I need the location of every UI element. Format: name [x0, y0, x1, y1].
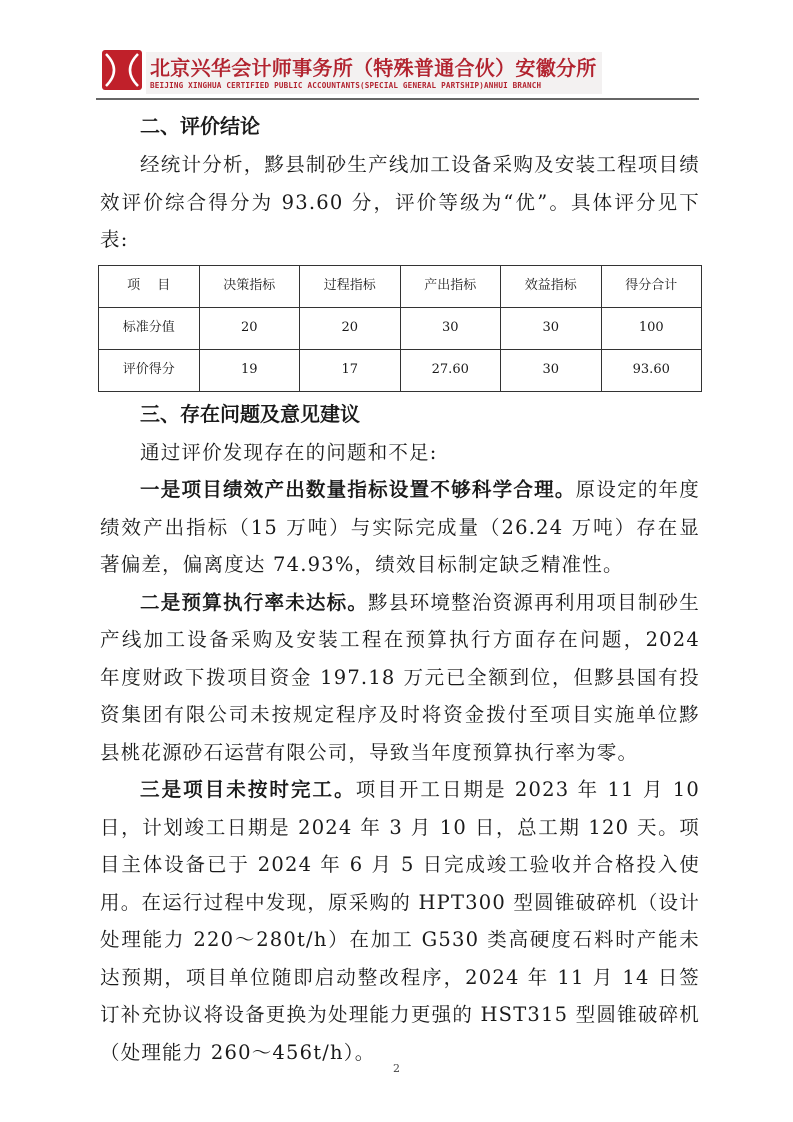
- table-cell: 20: [300, 307, 401, 349]
- section-2-paragraph: 经统计分析，黟县制砂生产线加工设备采购及安装工程项目绩效评价综合得分为 93.60 分，评价等级为“优”。具体评分见下表:: [100, 153, 700, 251]
- letterhead: [102, 48, 602, 96]
- table-cell: 93.60: [601, 349, 702, 391]
- issue-paragraph-3: [100, 771, 700, 1071]
- issue-paragraph-1: [100, 471, 700, 584]
- table-header-cell: 效益指标: [501, 265, 602, 307]
- table-cell: 17: [300, 349, 401, 391]
- company-name-en: BEIJING XINGHUA CERTIFIED PUBLIC ACCOUNTANTS(SPECIAL GENERAL PARTSHIP)ANHUI BRANCH: [150, 81, 542, 90]
- issue-text-2: 黟县环境整治资源再利用项目制砂生产线加工设备采购及安装工程在预算执行方面存在问题，2024 年度财政下拨项目资金 197.18 万元已全额到位，但黟县国有投资集团有限公司未按规定程序及时将资金拨付至项目实施单位黟县桃花源砂石运营有限公司，导致当年度预算执行率为零。: [100, 590, 701, 764]
- header-divider: [96, 98, 699, 100]
- table-header-cell: 得分合计: [601, 265, 702, 307]
- table-cell: 30: [400, 307, 501, 349]
- section-3-intro: 通过评价发现存在的问题和不足:: [140, 440, 438, 464]
- table-cell: 20: [199, 307, 300, 349]
- table-cell: 30: [501, 349, 602, 391]
- table-cell: 100: [601, 307, 702, 349]
- issue-paragraph-2: [100, 584, 700, 772]
- table-cell: 19: [199, 349, 300, 391]
- score-table: [98, 265, 702, 392]
- section-3-title: 三、存在问题及意见建议: [140, 401, 360, 426]
- table-cell: 标准分值: [99, 307, 200, 349]
- xinghua-logo-icon: [102, 50, 142, 90]
- table-cell: 评价得分: [99, 349, 200, 391]
- issue-text-3: 项目开工日期是 2023 年 11 月 10 日，计划竣工日期是 2024 年 3 月 10 日，总工期 120 天。项目主体设备已于 2024 年 6 月 5 日完成竣工验收并合格投入使用。在运行过程中发现，原采购的 HPT300 型圆锥破碎机（设计处理能力 220～280t/h）在加工 G530 类高硬度石料时产能未达预期，项目单位随即启动整改程序，2024 年 11 月 14 日签订补充协议将设备更换为处理能力更强的 HST315 型圆锥破碎机（处理能力 260～456t/h）。: [100, 778, 700, 1064]
- table-row: [99, 307, 702, 349]
- table-header-cell: 产出指标: [400, 265, 501, 307]
- table-cell: 30: [501, 307, 602, 349]
- document-body: [100, 108, 700, 1071]
- issue-lead-1: 一是项目绩效产出数量指标设置不够科学合理。: [140, 478, 576, 501]
- table-row: [99, 349, 702, 391]
- company-name-cn: 北京兴华会计师事务所（特殊普通合伙）安徽分所: [150, 56, 597, 80]
- section-2-title: 二、评价结论: [140, 114, 260, 138]
- table-header-cell: 决策指标: [199, 265, 300, 307]
- page-number: 2: [393, 1062, 400, 1075]
- issue-text-1: 原设定的年度绩效产出指标（15 万吨）与实际完成量（26.24 万吨）存在显著偏差，偏离度达 74.93%，绩效目标制定缺乏精准性。: [100, 478, 701, 576]
- table-header-cell: 过程指标: [300, 265, 401, 307]
- issue-lead-2: 二是预算执行率未达标。: [140, 590, 369, 614]
- table-header-row: [99, 265, 702, 307]
- issue-lead-3: 三是项目未按时完工。: [140, 778, 356, 801]
- table-header-cell: 项 目: [99, 265, 200, 307]
- table-cell: 27.60: [400, 349, 501, 391]
